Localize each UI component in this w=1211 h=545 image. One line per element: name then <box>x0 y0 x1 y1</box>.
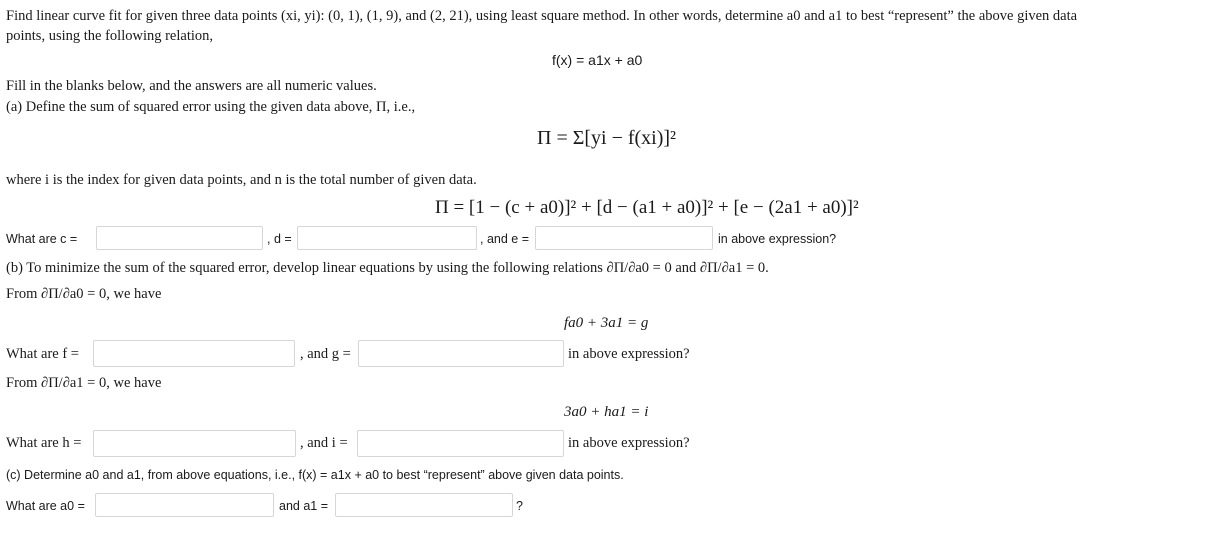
q4-tail: ? <box>516 499 523 513</box>
label-i: , and i = <box>300 435 348 451</box>
label-h: What are h = <box>6 435 82 451</box>
label-a1: and a1 = <box>279 499 329 513</box>
part-b-text: (b) To minimize the sum of the squared error, develop linear equations by using the following relations ∂Π/∂a0 = 0 and ∂Π/∂a1 = 0. <box>6 260 769 276</box>
input-g[interactable] <box>358 340 564 367</box>
from-a1-text: From ∂Π/∂a1 = 0, we have <box>6 375 162 391</box>
part-c-text: (c) Determine a0 and a1, from above equations, i.e., f(x) = a1x + a0 to best “represent” above given data points. <box>6 468 624 482</box>
expanded-formula: Π = [1 − (c + a0)]² + [d − (a1 + a0)]² + [e − (2a1 + a0)]² <box>435 197 859 218</box>
label-e: , and e = <box>480 232 529 246</box>
input-i[interactable] <box>357 430 564 457</box>
input-d[interactable] <box>297 226 477 250</box>
sse-formula: Π = Σ[yi − f(xi)]² <box>537 127 677 149</box>
fill-blanks-note: Fill in the blanks below, and the answers are all numeric values. <box>6 78 377 94</box>
input-f[interactable] <box>93 340 295 367</box>
equation-1: fa0 + 3a1 = g <box>564 315 649 331</box>
equation-2: 3a0 + ha1 = i <box>564 404 649 420</box>
label-f: What are f = <box>6 346 79 362</box>
input-h[interactable] <box>93 430 296 457</box>
q1-tail: in above expression? <box>718 232 837 246</box>
input-e[interactable] <box>535 226 713 250</box>
where-text: where i is the index for given data points, and n is the total number of given data. <box>6 172 477 188</box>
intro-line-1: Find linear curve fit for given three data points (xi, yi): (0, 1), (1, 9), and (2, 21), using least square method. In other words, determine a0 and a1 to best “represent” the above given data <box>6 8 1078 24</box>
intro-line-2: points, using the following relation, <box>6 28 214 44</box>
label-c: What are c = <box>6 232 78 246</box>
q3-tail: in above expression? <box>568 435 690 451</box>
input-a1[interactable] <box>335 493 513 517</box>
relation-formula: f(x) = a1x + a0 <box>552 52 643 68</box>
label-g: , and g = <box>300 346 351 362</box>
q2-tail: in above expression? <box>568 346 690 362</box>
part-a-text: (a) Define the sum of squared error using the given data above, Π, i.e., <box>6 99 416 115</box>
input-c[interactable] <box>96 226 263 250</box>
input-a0[interactable] <box>95 493 274 517</box>
label-a0: What are a0 = <box>6 499 85 513</box>
label-d: , d = <box>267 232 292 246</box>
from-a0-text: From ∂Π/∂a0 = 0, we have <box>6 286 162 302</box>
